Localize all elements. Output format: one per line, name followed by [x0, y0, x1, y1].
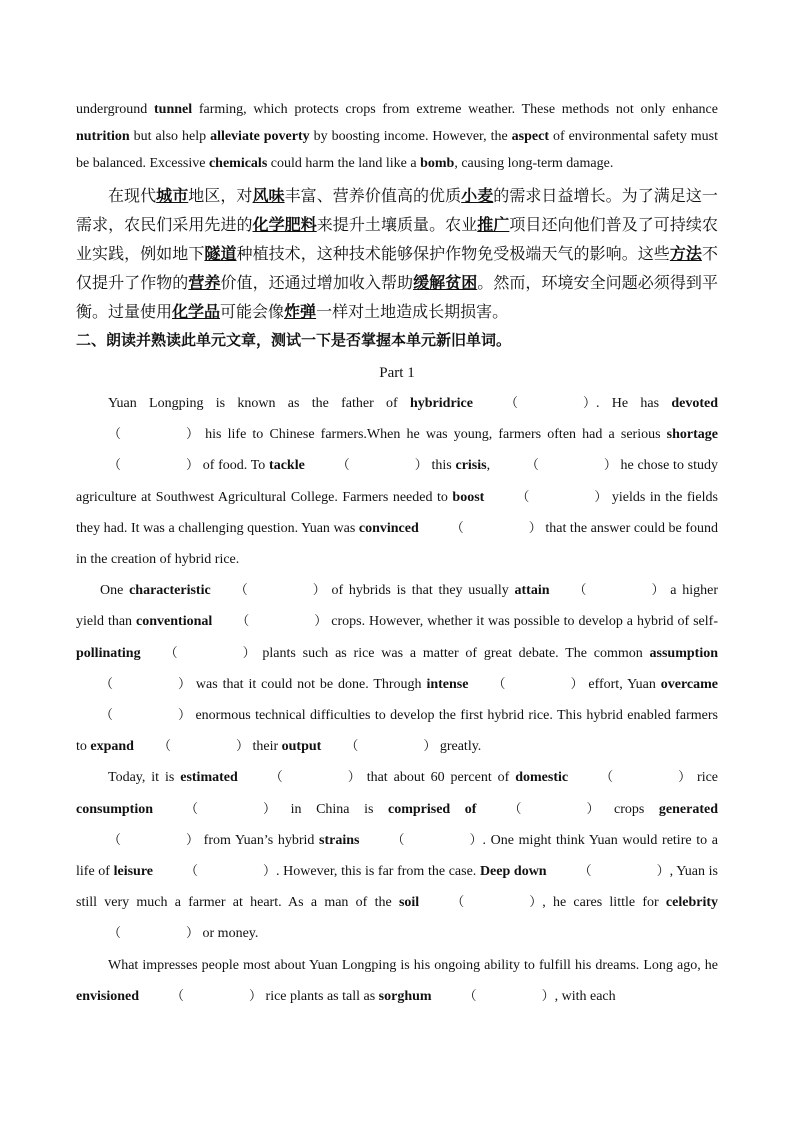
- answer-blank[interactable]: （ ）: [345, 739, 437, 755]
- answer-blank[interactable]: （ ）: [451, 895, 543, 911]
- text-run: 价值，还通过增加收入帮助: [220, 273, 414, 292]
- text-run: 地区，对: [188, 186, 253, 205]
- vocab-word: alleviate poverty: [210, 129, 310, 144]
- answer-blank[interactable]: （ ）: [336, 458, 428, 474]
- vocab-word: envisioned: [76, 988, 140, 1004]
- text-run: plants such as rice was a matter of great debate. The common: [255, 645, 650, 661]
- vocab-word: tackle: [269, 458, 305, 474]
- vocab-word: generated: [658, 801, 719, 817]
- vocab-word-zh: 推广: [477, 215, 510, 234]
- answer-blank[interactable]: （ ）: [508, 801, 600, 817]
- vocab-word: conventional: [136, 614, 213, 630]
- text-run: 不仅提升了作物的: [76, 244, 718, 292]
- intro-english-paragraph: [76, 96, 718, 177]
- answer-blank[interactable]: （ ）: [516, 489, 608, 505]
- answer-blank[interactable]: （ ）: [108, 926, 200, 942]
- answer-blank[interactable]: （ ）: [108, 427, 200, 443]
- text-run: What impresses people most about Yuan Longping is his ongoing ability to fulfill his dreams. Long ago, he: [108, 957, 718, 973]
- text-run: , causing long-term damage.: [454, 156, 614, 171]
- text-run: of food. To: [199, 458, 270, 474]
- text-run: that the answer could be found in the creation of hybrid rice.: [76, 520, 718, 568]
- vocab-word: sorghum: [378, 988, 432, 1004]
- text-run: 来提升土壤质量。农业: [316, 215, 478, 234]
- answer-blank[interactable]: （ ）: [234, 583, 326, 599]
- vocab-word: comprised of: [387, 801, 477, 817]
- text-run: his life to Chinese farmers.When he was young, farmers often had a serious: [199, 427, 667, 443]
- answer-blank[interactable]: （ ）: [578, 864, 670, 880]
- text-run: in China is: [276, 801, 388, 817]
- answer-blank[interactable]: （ ）: [185, 801, 277, 817]
- vocab-word-zh: 小麦: [461, 186, 494, 205]
- vocab-word: soil: [398, 895, 420, 911]
- text-run: could harm the land like a: [267, 156, 421, 171]
- story-paragraph: [76, 762, 718, 949]
- answer-blank[interactable]: （ ）: [573, 583, 665, 599]
- text-run: or money.: [199, 926, 259, 942]
- text-run: farming, which protects crops from extreme weather. These methods not only enhance: [192, 102, 718, 117]
- answer-blank[interactable]: （ ）: [269, 770, 361, 786]
- vocab-word-zh: 隧道: [204, 244, 237, 263]
- story-text: [76, 388, 718, 1012]
- answer-blank[interactable]: （ ）: [157, 739, 249, 755]
- intro-chinese-paragraph: [76, 181, 718, 326]
- text-run: crops: [599, 801, 659, 817]
- text-run: of hybrids is that they usually: [325, 583, 515, 599]
- vocab-word: aspect: [511, 129, 549, 144]
- text-run: . One might think Yuan would retire to a life of: [76, 832, 718, 880]
- vocab-word-zh: 化学品: [172, 302, 221, 321]
- text-run: 丰富、营养价值高的优质: [284, 186, 462, 205]
- vocab-word: overcame: [660, 676, 718, 692]
- text-run: underground: [76, 102, 155, 117]
- vocab-word-zh: 化学肥料: [252, 215, 317, 234]
- vocab-word: devoted: [671, 396, 718, 411]
- text-run: was that it could not be done. Through: [191, 676, 427, 692]
- text-run: their: [248, 739, 282, 755]
- text-run: 在现代: [108, 186, 157, 205]
- vocab-word-zh: 方法: [669, 244, 702, 263]
- text-run: Today, it is: [108, 770, 181, 786]
- vocab-word: expand: [90, 739, 134, 755]
- vocab-word: Deep down: [479, 864, 547, 880]
- answer-blank[interactable]: （ ）: [600, 770, 692, 786]
- vocab-word: shortage: [666, 427, 718, 443]
- answer-blank[interactable]: （ ）: [450, 520, 542, 536]
- text-run: greatly.: [436, 739, 482, 755]
- text-run: he chose to study agriculture at Southwest Agricultural College. Farmers needed to: [76, 458, 719, 505]
- answer-blank[interactable]: （ ）: [391, 832, 483, 848]
- text-run: effort, Yuan: [583, 676, 661, 692]
- vocab-word: chemicals: [208, 156, 268, 171]
- text-run: 一样对土地造成长期损害。: [316, 302, 509, 321]
- text-run: 项目还向他们普及了可持续农业实践，例如地下: [76, 215, 718, 263]
- answer-blank[interactable]: （ ）: [492, 676, 584, 692]
- text-run: . He has: [596, 396, 672, 411]
- vocab-word-zh: 缓解贫困: [413, 273, 478, 292]
- text-run: , with each: [554, 988, 616, 1004]
- vocab-word: attain: [514, 583, 550, 599]
- text-run: enormous technical difficulties to develop the first hybrid rice. This hybrid enabled farmers to: [76, 708, 718, 755]
- vocab-word: domestic: [515, 770, 569, 786]
- section-heading: 二、朗读并熟读此单元文章，测试一下是否掌握本单元新旧单词。: [76, 331, 512, 349]
- text-run: rice: [691, 770, 719, 786]
- vocab-word: tunnel: [154, 102, 193, 117]
- vocab-word: hybridrice: [409, 396, 473, 411]
- text-run: . However, this is far from the case.: [276, 864, 480, 880]
- text-run: ,: [486, 458, 494, 474]
- text-run: , Yuan is still very much a farmer at heart. As a man of the: [76, 864, 718, 911]
- text-run: of environmental safety must be balanced. Excessive: [76, 129, 718, 171]
- text-run: 种植技术，这种技术能够保护作物免受极端天气的影响。这些: [236, 244, 670, 263]
- text-run: this: [427, 458, 456, 474]
- text-run: , he cares little for: [542, 895, 666, 911]
- vocab-word: characteristic: [129, 583, 211, 599]
- part-title: Part 1: [379, 365, 415, 381]
- text-run: yields in the fields they had. It was a challenging question. Yuan was: [76, 489, 718, 536]
- answer-blank[interactable]: （ ）: [100, 708, 192, 724]
- text-run: crops. However, whether it was possible to develop a hybrid of self-: [327, 614, 718, 630]
- vocab-word: boost: [452, 489, 485, 505]
- text-run: One: [100, 583, 130, 599]
- vocab-word: intense: [426, 676, 469, 692]
- answer-blank[interactable]: （ ）: [525, 458, 617, 474]
- text-run: rice plants as tall as: [262, 988, 379, 1004]
- text-run: 的需求日益增长。为了满足这一需求，农民们采用先进的: [76, 186, 718, 234]
- answer-blank[interactable]: （ ）: [108, 458, 200, 474]
- answer-blank[interactable]: （ ）: [171, 988, 263, 1004]
- vocab-word-zh: 风味: [252, 186, 285, 205]
- answer-blank[interactable]: （ ）: [100, 676, 192, 692]
- document-page: [76, 96, 718, 1012]
- vocab-word: output: [281, 739, 322, 755]
- vocab-word-zh: 城市: [156, 186, 189, 205]
- story-paragraph: [76, 575, 718, 762]
- vocab-word: convinced: [358, 520, 419, 536]
- answer-blank[interactable]: （ ）: [164, 645, 256, 661]
- story-paragraph: [76, 950, 718, 1012]
- text-run: 可能会像: [220, 302, 285, 321]
- answer-blank[interactable]: （ ）: [185, 864, 277, 880]
- text-run: from Yuan’s hybrid: [199, 832, 320, 848]
- vocab-word: crisis: [455, 458, 487, 474]
- answer-blank[interactable]: （ ）: [236, 614, 328, 630]
- vocab-word: celebrity: [665, 895, 718, 911]
- answer-blank[interactable]: （ ）: [504, 396, 596, 411]
- vocab-word: strains: [319, 832, 360, 848]
- vocab-word: estimated: [180, 770, 238, 786]
- story-paragraph: [76, 388, 718, 575]
- text-run: but also help: [129, 129, 211, 144]
- answer-blank[interactable]: （ ）: [108, 832, 200, 848]
- vocab-word: leisure: [113, 864, 154, 880]
- text-run: 。然而，环境安全问题必须得到平衡。过量使用: [76, 273, 718, 321]
- vocab-word: bomb: [420, 156, 455, 171]
- text-run: Yuan Longping is known as the father of: [108, 396, 410, 411]
- vocab-word-zh: 炸弹: [284, 302, 317, 321]
- vocab-word-zh: 营养: [188, 273, 221, 292]
- vocab-word: pollinating: [76, 645, 141, 661]
- text-run: by boosting income. However, the: [309, 129, 512, 144]
- text-run: a higher yield than: [76, 583, 718, 630]
- text-run: that about 60 percent of: [360, 770, 516, 786]
- vocab-word: consumption: [76, 801, 154, 817]
- vocab-word: nutrition: [76, 129, 130, 144]
- answer-blank[interactable]: （ ）: [463, 988, 555, 1004]
- vocab-word: assumption: [649, 645, 718, 661]
